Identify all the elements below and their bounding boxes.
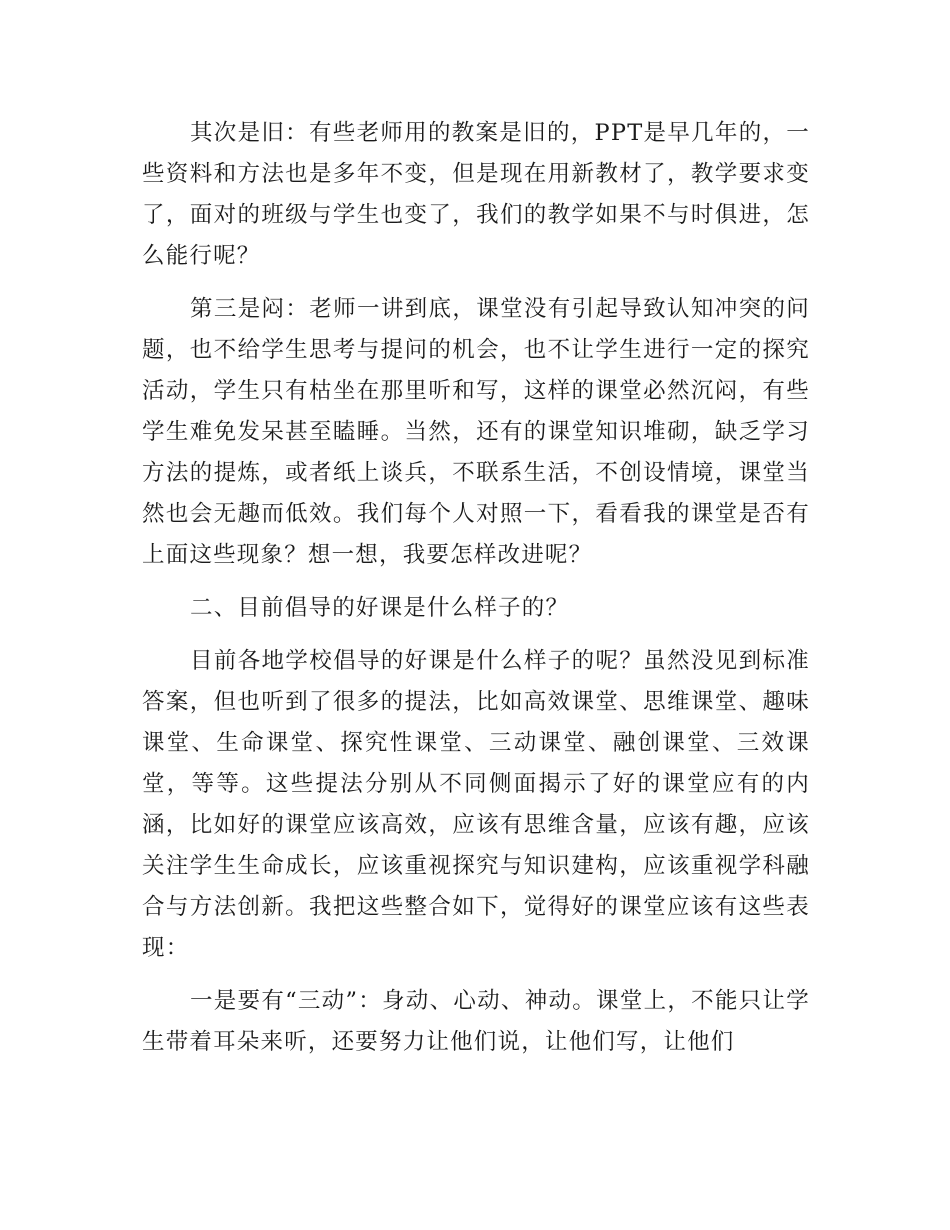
- paragraph-good-lesson-concepts: 目前各地学校倡导的好课是什么样子的呢？虽然没见到标准答案，但也听到了很多的提法，比如高效课堂、思维课堂、趣味课堂、生命课堂、探究性课堂、三动课堂、融创课堂、三效课堂，等等。这些提法分别从不同侧面揭示了好的课堂应有的内涵，比如好的课堂应该高效，应该有思维含量，应该有趣，应该关注学生生命成长，应该重视探究与知识建构，应该重视学科融合与方法创新。我把这些整合如下，觉得好的课堂应该有这些表现：: [142, 648, 810, 961]
- document-body: [142, 113, 810, 1075]
- section-heading-good-lesson: 二、目前倡导的好课是什么样子的？: [190, 595, 570, 621]
- paragraph-dull-classroom: 第三是闷：老师一讲到底，课堂没有引起导致认知冲突的问题，也不给学生思考与提问的机会，也不让学生进行一定的探究活动，学生只有枯坐在那里听和写，这样的课堂必然沉闷，有些学生难免发呆甚至瞌睡。当然，还有的课堂知识堆砌，缺乏学习方法的提炼，或者纸上谈兵，不联系生活，不创设情境，课堂当然也会无趣而低效。我们每个人对照一下，看看我的课堂是否有上面这些现象？想一想，我要怎样改进呢？: [142, 296, 810, 568]
- paragraph-three-movements: 一是要有“三动”：身动、心动、神动。课堂上，不能只让学生带着耳朵来听，还要努力让他们说，让他们写，让他们: [142, 988, 810, 1055]
- paragraph-old-teaching: 其次是旧：有些老师用的教案是旧的，PPT是早几年的，一些资料和方法也是多年不变，但是现在用新教材了，教学要求变了，面对的班级与学生也变了，我们的教学如果不与时俱进，怎么能行呢？: [142, 120, 810, 269]
